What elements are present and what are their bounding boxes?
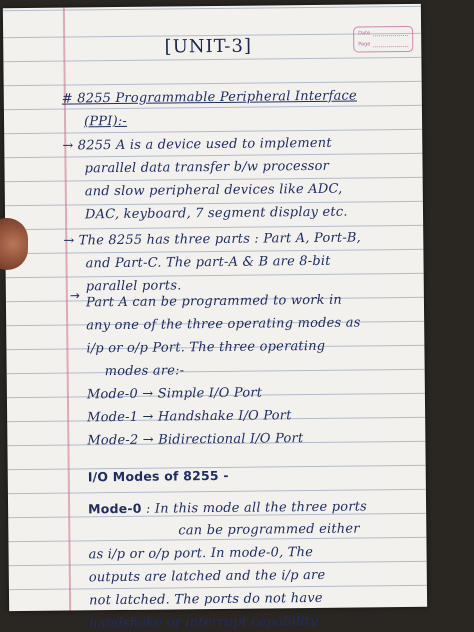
page-title: [UNIT-3]: [164, 35, 253, 58]
text-line: modes are:-: [104, 363, 185, 380]
text-line: outputs are latched and the i/p are: [88, 567, 326, 586]
mode-0-description: [88, 498, 367, 517]
text-line: → The 8255 has three parts : Part A, Port-B,: [63, 230, 362, 249]
text-line: Part A can be programmed to work in: [85, 292, 343, 311]
date-label: Date: [358, 29, 371, 36]
heading-ppi-cont: (PPI):-: [83, 113, 128, 130]
text-line: and slow peripheral devices like ADC,: [84, 181, 343, 200]
section-heading: I/O Modes of 8255 -: [87, 467, 229, 485]
mode-0-line: Mode-0 → Simple I/O Port: [86, 385, 263, 403]
text-line: can be programmed either: [178, 521, 360, 539]
text-line: → 8255 A is a device used to implement: [62, 135, 332, 154]
text-line: not latched. The ports do not have: [88, 590, 323, 609]
mode-0-label: Mode-0: [88, 500, 142, 517]
text-line: any one of the three operating modes as: [86, 315, 361, 334]
text-line: DAC, keyboard, 7 segment display etc.: [84, 204, 348, 223]
heading-ppi: # 8255 Programmable Peripheral Interface: [61, 88, 357, 107]
text-line: handshake or interrupt capability.: [89, 613, 321, 632]
text-line: i/p or o/p Port. The three operating: [86, 338, 326, 357]
text-line: parallel ports.: [85, 278, 182, 295]
notebook-page: [3, 4, 427, 632]
bullet-arrow-icon: →: [69, 288, 81, 303]
page-label: Page: [358, 40, 371, 47]
text-line: and Part-C. The part-A & B are 8-bit: [85, 253, 331, 272]
text-line: parallel data transfer b/w processor: [84, 158, 330, 177]
text-line: as i/p or o/p port. In mode-0, The: [88, 544, 314, 563]
mode-2-line: Mode-2 → Bidirectional I/O Port: [87, 431, 304, 449]
date-page-box: [353, 26, 413, 53]
mode-1-line: Mode-1 → Handshake I/O Port: [87, 408, 292, 426]
mode-0-text: : In this mode all the three ports: [141, 499, 368, 517]
